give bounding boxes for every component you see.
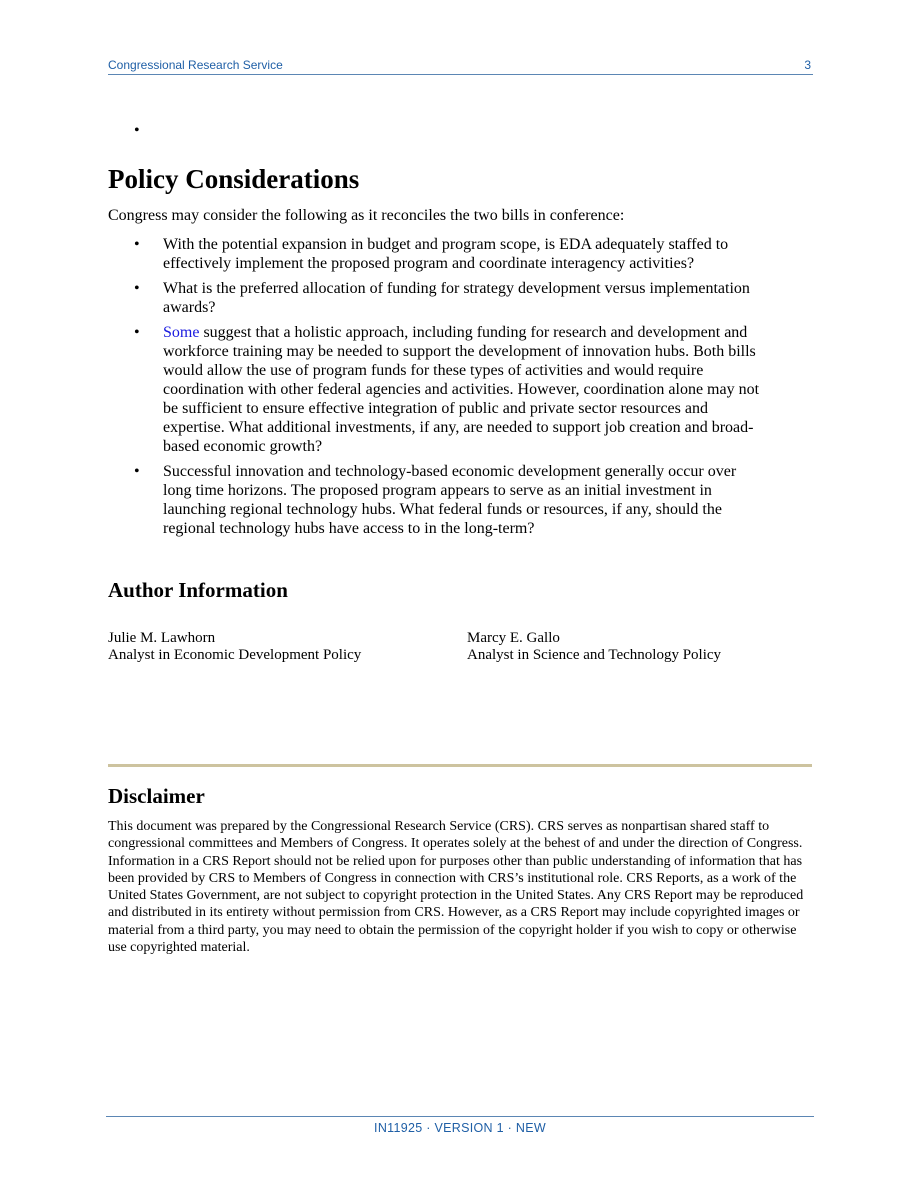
header-org-name: Congressional Research Service — [108, 58, 283, 72]
list-item — [108, 235, 768, 273]
disclaimer-heading: Disclaimer — [108, 784, 205, 808]
page-number: 3 — [804, 58, 811, 72]
author-block — [108, 630, 361, 664]
author-role: Analyst in Economic Development Policy — [108, 647, 362, 663]
page-header — [108, 58, 813, 75]
considerations-list — [108, 235, 768, 544]
list-item — [108, 462, 768, 538]
list-item — [108, 323, 768, 456]
disclaimer-text: This document was prepared by the Congressional Research Service (CRS). CRS serves as nonpartisan shared staff to congressional committees and Members of Congress. It operates solely at the behest of and under the direction of Congress. Information in a CRS Report should not be relied upon for purposes other than public understanding of information that has been provided by CRS to Members of Congress in connection with CRS’s institutional role. CRS Reports, as a work of the United States Government, are not subject to copyright protection in the United States. Any CRS Report may be reproduced and distributed in its entirety without permission from CRS. However, as a CRS Report may include copyrighted images or material from a third party, you may need to obtain the permission of the copyright holder if you wish to copy or otherwise use copyrighted material. — [108, 819, 804, 956]
list-item — [108, 279, 768, 317]
author-block — [467, 630, 721, 664]
bullet-text: Successful innovation and technology-based economic development generally occur over long time horizons. The proposed program appears to serve as an initial investment in launching regional technology hubs. What federal funds or resources, if any, should the regional technology hubs have access to in the long-term? — [163, 463, 737, 537]
bullet-text: With the potential expansion in budget and program scope, is EDA adequately staffed to effectively implement the proposed program and coordinate interagency activities? — [163, 236, 729, 272]
footer-doc-id: IN11925 · VERSION 1 · NEW — [374, 1121, 546, 1135]
author-information-heading: Author Information — [108, 578, 288, 602]
some-link[interactable]: Some — [163, 324, 200, 341]
author-name: Marcy E. Gallo — [467, 630, 560, 646]
policy-considerations-heading: Policy Considerations — [108, 164, 360, 194]
page-footer — [106, 1116, 814, 1135]
author-name: Julie M. Lawhorn — [108, 630, 216, 646]
bullet-text: suggest that a holistic approach, including funding for research and development and workforce training may be needed to support the development of innovation hubs. Both bills would allow the use of program funds for these types of activities and would require coordination with other federal agencies and activities. However, coordination alone may not be sufficient to ensure effective integration of public and private sector resources and expertise. What additional investments, if any, are needed to support job creation and broad-based economic growth? — [163, 324, 760, 455]
empty-bullet: • — [134, 122, 140, 139]
disclaimer-divider — [108, 764, 812, 767]
policy-intro: Congress may consider the following as it reconciles the two bills in conference: — [108, 207, 625, 224]
author-role: Analyst in Science and Technology Policy — [467, 647, 722, 663]
bullet-text: What is the preferred allocation of funding for strategy development versus implementation awards? — [163, 280, 750, 316]
